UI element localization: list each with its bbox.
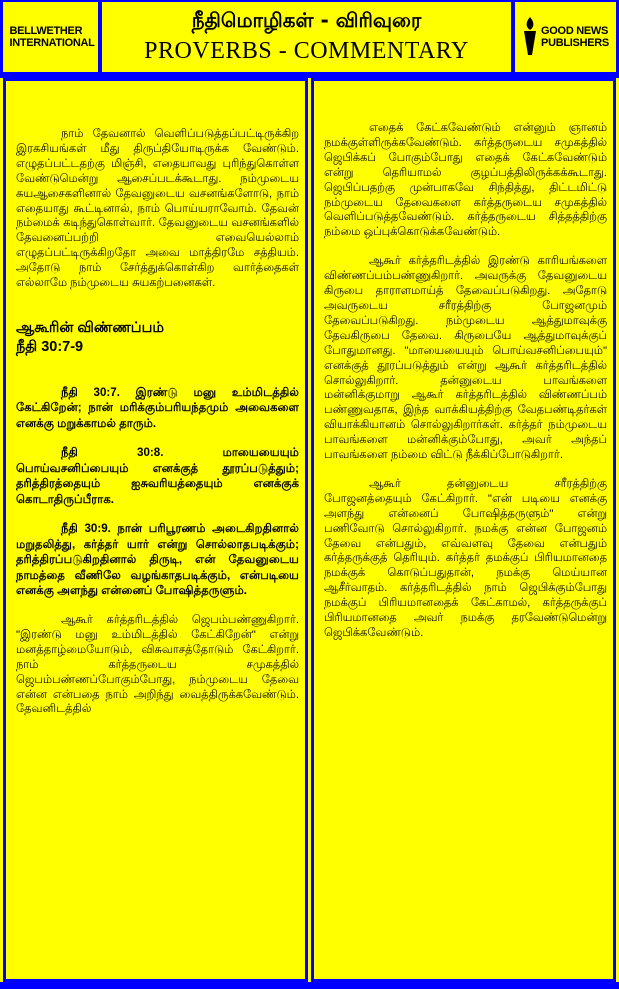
title-box xyxy=(102,2,511,72)
section-heading-title: ஆகூரின் விண்ணப்பம் xyxy=(16,319,165,336)
page-title-tamil: நீதிமொழிகள் - விரிவுரை xyxy=(191,8,422,32)
verse-30-7: நீதி 30:7. இரண்டு மனு உம்மிடத்தில் கேட்கிறேன்; நான் மரிக்கும்பரியந்தமும் அவைகளை எனக்கு மறுக்காமல் தாரும். xyxy=(16,385,299,430)
bottom-border xyxy=(0,982,619,989)
right-paragraph-2: ஆகூர் கர்த்தரிடத்தில் இரண்டு காரியங்களை விண்ணப்பம்பண்ணுகிறார். அவருக்கு தேவனுடைய கிருபை தாராளமாய்த் தேவைப்படுகிறது. அதோடு அவருடைய சரீரத்திற்கு போஜனமும் தேவைப்படுகிறது. நம்முடைய ஆத்துமாவுக்கு தேவகிருபை தேவை. கிருபையே ஆத்துமாவுக்குப் போதுமானது. "மாயையையும் பொய்வசனிப்பையும்" எனக்குத் தூரப்படுத்தும் என்று ஆகூர் கர்த்தரிடத்தில் சொல்லுகிறார். தன்னுடைய பாவங்களை மன்னிக்குமாறு ஆகூர் கர்த்தரிடத்தில் விண்ணப்பம் பண்ணுவதாக, இந்த வாக்கியத்திற்கு வேதபண்டிதர்கள் வியாக்கியானம் சொல்லுகிறார்கள். கர்த்தர் நம்முடைய பாவங்களை மன்னிக்கும்போது, அவர் அந்தப் பாவங்களை நம்மை விட்டு நீக்கிப்போடுகிறார். xyxy=(324,255,607,462)
right-logo-line2: PUBLISHERS xyxy=(541,37,609,49)
verse-30-9: நீதி 30:9. நான் பரிபூரணம் அடைகிறதினால் மறுதலித்து, கர்த்தர் யார் என்று சொல்லாதபடிக்கும்; தரித்திரப்படுகிறதினால் திருடி, என் தேவனுடைய நாமத்தை வீணிலே வழங்காதபடிக்கும், என்படியை எனக்கு அளந்து என்னைப் போஷித்தருளும். xyxy=(16,522,299,598)
left-paragraph-1: நாம் தேவனால் வெளிப்படுத்தப்பட்டிருக்கிற இரகசியங்கள் மீது திருப்தியோடிருக்க வேண்டும். எழுதப்பட்டதற்கு மிஞ்சி, எதையாவது புரிந்துகொள்ள வேண்டுமென்று ஆசைப்படக்கூடாது. நம்முடைய சுயஆசைகளினால் தேவனுடைய வசனங்களோடு, நாம் எதையாது கூட்டினால், நாம் பொய்யராவோம். தேவன் நம்மைக் கடிந்துகொள்வார். தேவனுடைய வசனங்களில் தேவனைப்பற்றி எவையெல்லாம் எழுதப்பட்டிருக்கிறதோ அவை மாத்திரமே சத்தியம். அதோடு நாம் சேர்த்துக்கொள்கிற வார்த்தைகள் எல்லாமே நம்முடைய சுயகற்பனைகள். xyxy=(16,128,299,290)
left-column xyxy=(3,78,308,982)
torch-icon xyxy=(522,17,538,57)
left-logo-line1: BELLWETHER xyxy=(9,25,83,37)
verse-30-8: நீதி 30:8. மாயையையும் பொய்வசனிப்பையும் எனக்குத் தூரப்படுத்தும்; தரித்திரத்தையும் ஐசுவரியத்தையும் எனக்குக் கொடாதிருப்பீராக. xyxy=(16,446,299,506)
section-heading xyxy=(16,319,299,357)
right-column xyxy=(311,78,616,982)
left-logo-line2: INTERNATIONAL xyxy=(9,37,95,49)
section-heading-reference: நீதி 30:7-9 xyxy=(16,338,84,355)
page-title-english: PROVERBS - COMMENTARY xyxy=(144,38,469,64)
right-paragraph-1: எதைக் கேட்கவேண்டும் என்னும் ஞானம் நமக்குள்ளிருக்கவேண்டும். கர்த்தருடைய சமுகத்தில் ஜெபிக்கப் போகும்போது எதைக் கேட்கவேண்டும் என்று தெரியாமல் குழப்பத்திலிருக்கக்கூடாது. ஜெபிப்பதற்கு முன்பாகவே சிந்தித்து, திட்டமிட்டு நம்முடைய தேவைகளை கர்த்தருடைய சமுகத்தில் வெளிப்படுத்தவேண்டும். கர்த்தருடைய சித்தத்திற்கு நம்மை ஒப்புக்கொடுக்கவேண்டும். xyxy=(324,122,607,239)
good-news-logo xyxy=(515,2,616,72)
left-paragraph-2: ஆகூர் கர்த்தரிடத்தில் ஜெபம்பண்ணுகிறார். "இரண்டு மனு உம்மிடத்தில் கேட்கிறேன்" என்று மனத்தாழ்மையோடும், விசுவாசத்தோடும் கேட்கிறார். நாம் கர்த்தருடைய சமுகத்தில் ஜெபம்பண்ணப்போகும்போது, நம்முடைய தேவை என்ன என்பதை நாம் அறிந்து வைத்திருக்கவேண்டும். தேவனிடத்தில் xyxy=(16,613,299,716)
right-paragraph-3: ஆகூர் தன்னுடைய சரீரத்திற்கு போஜனத்தையும் கேட்கிறார். "என் படியை எனக்கு அளந்து என்னைப் போஷித்தருளும்" என்று பணிவோடு சொல்லுகிறார். நமக்கு என்ன போஜனம் தேவை என்பதும், எவ்வளவு தேவை என்பதும் கர்த்தருக்குத் தெரியும். கர்த்தர் தமக்குப் பிரியமானதை நமக்குக் கொடுப்பதுதான், நமக்கு மெய்யான ஆசீர்வாதம். கர்த்தரிடத்தில் நாம் ஜெபிக்கும்போது நமக்குப் பிரியமானதைக் கேட்காமல், கர்த்தருக்குப் பிரியமானதை அவர் நமக்கு தரவேண்டுமென்று ஜெபிக்கவேண்டும். xyxy=(324,477,607,639)
header-bar xyxy=(0,0,619,78)
right-logo-line1: GOOD NEWS xyxy=(541,25,609,37)
bellwether-logo xyxy=(3,2,98,72)
